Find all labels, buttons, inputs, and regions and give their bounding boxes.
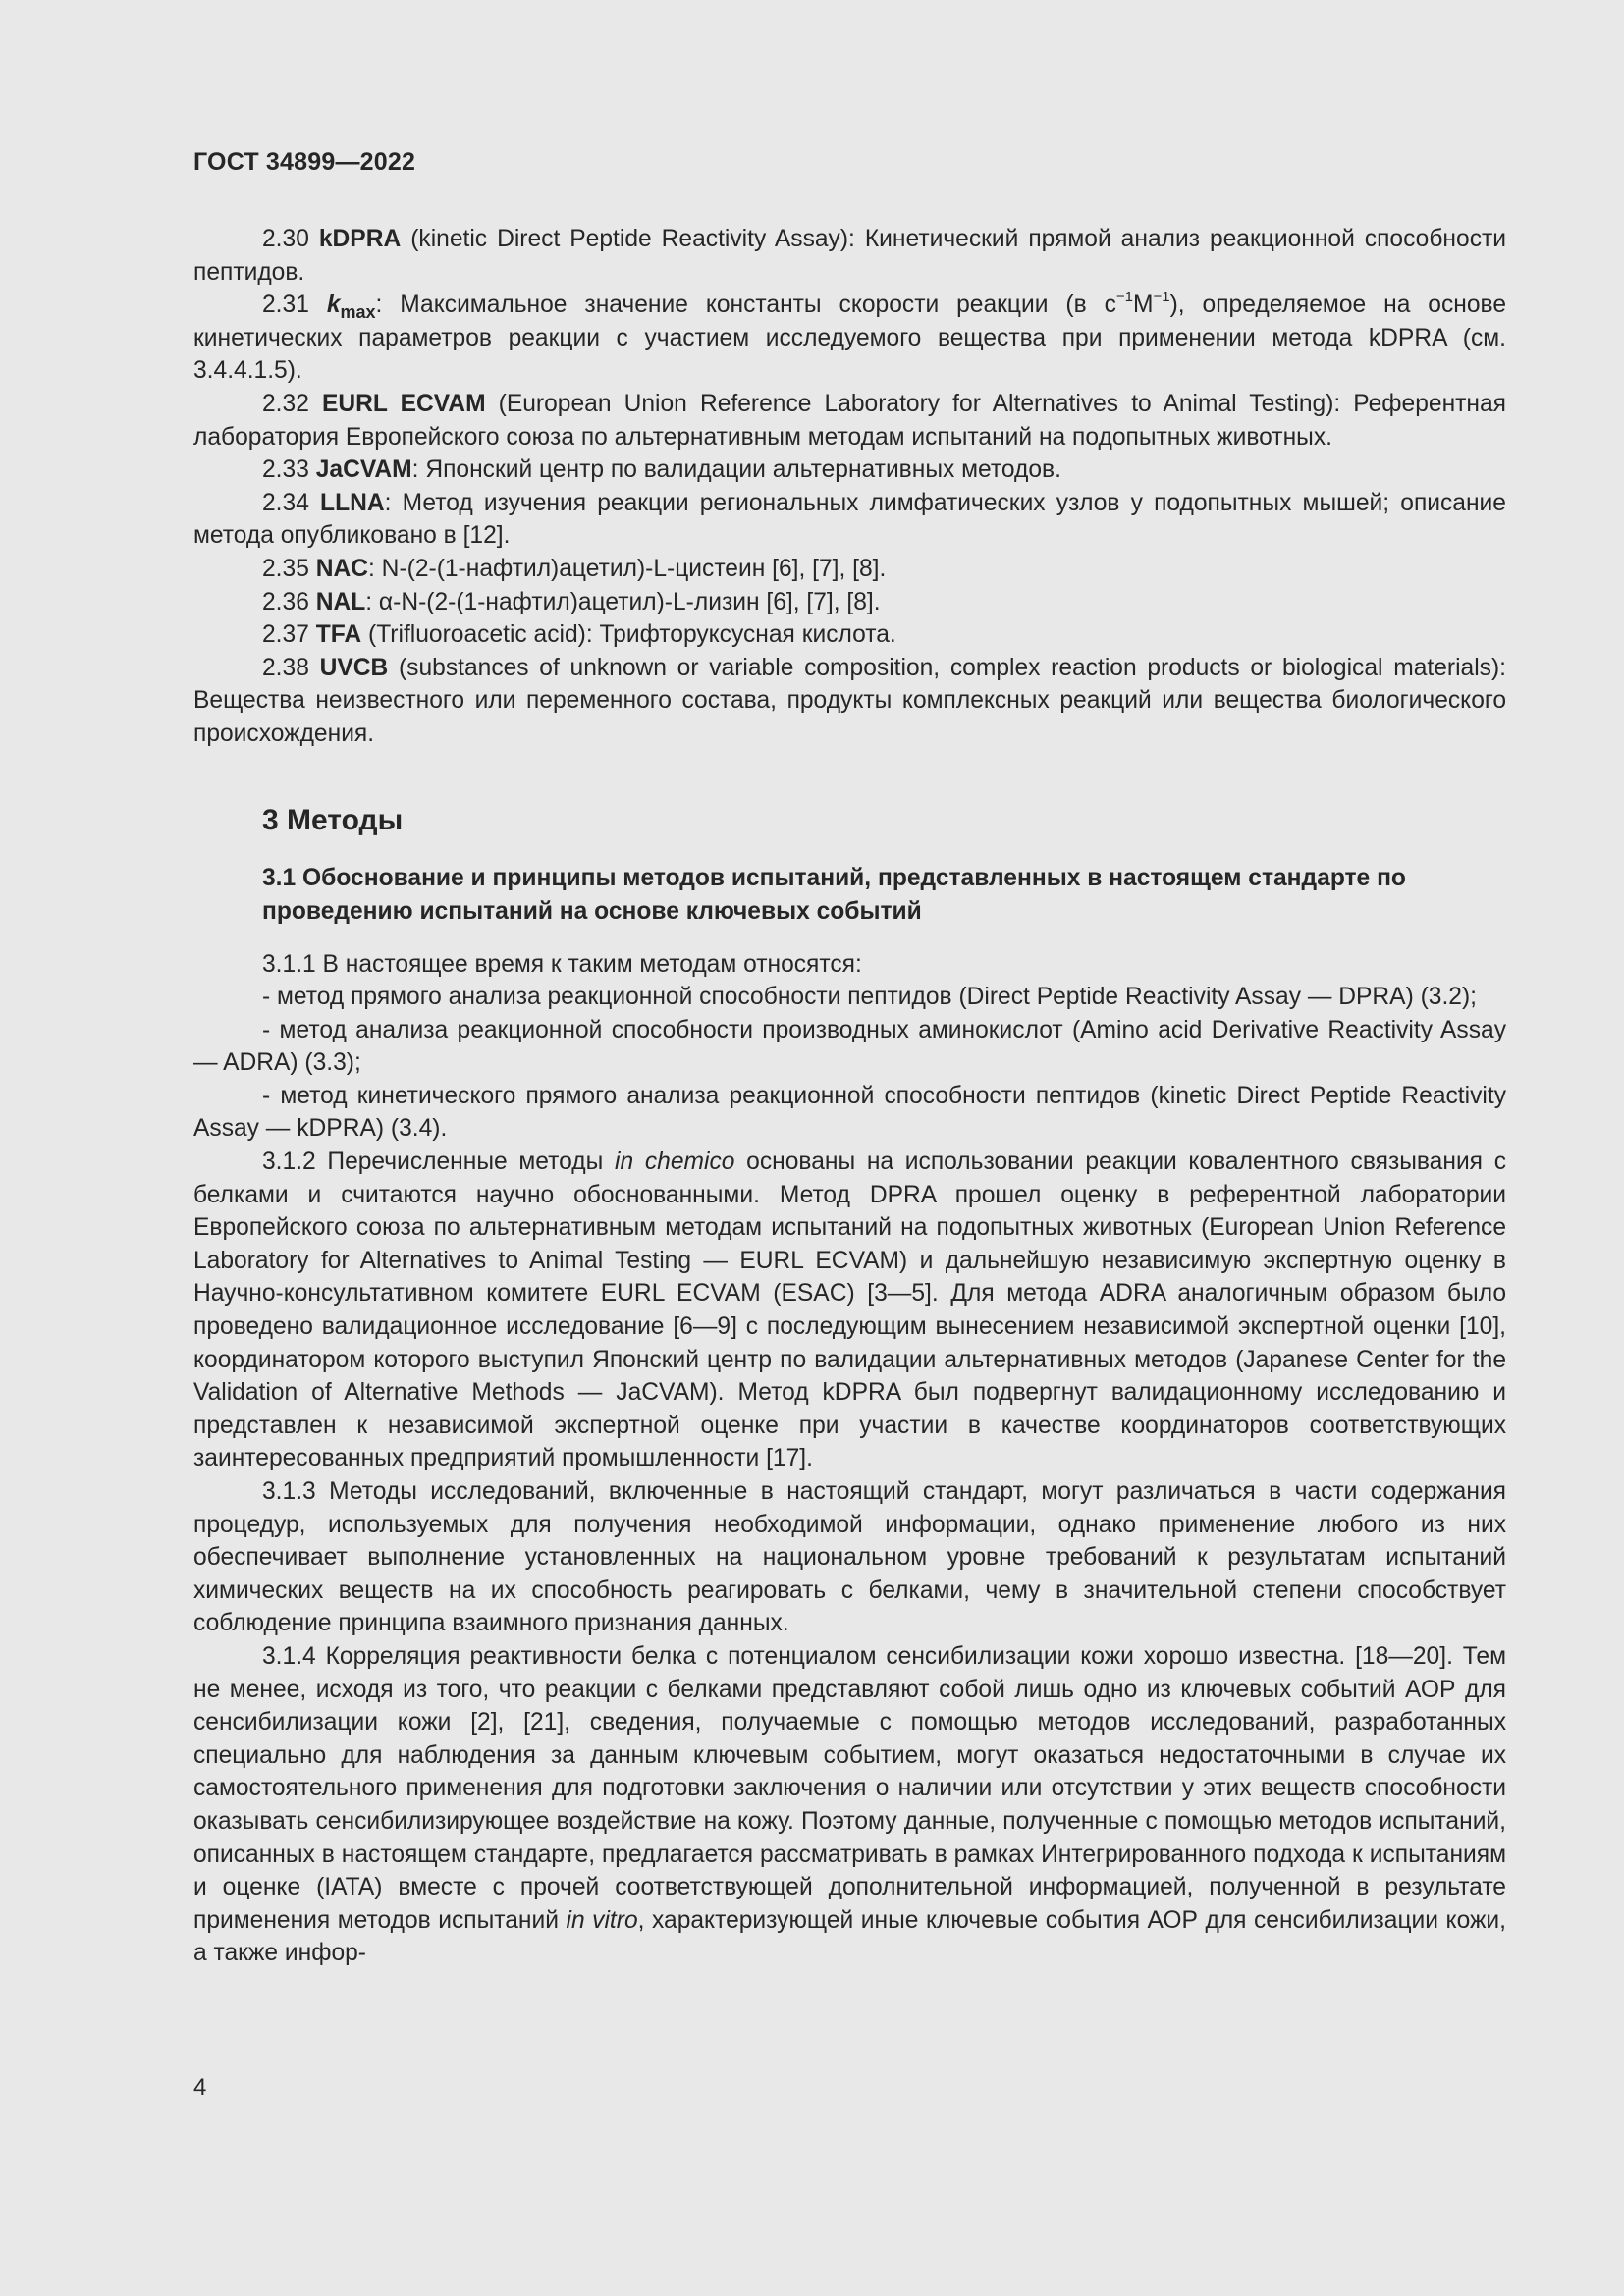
document-header: ГОСТ 34899—2022 (193, 148, 416, 176)
definition-text: (substances of unknown or variable composition, complex reaction products or biological materials): Вещества неизвестного или переменного состава, продукты комплексных реакций или вещества биологического происхождения. (193, 654, 1506, 747)
page-number: 4 (193, 2074, 207, 2101)
definition-text: (kinetic Direct Peptide Reactivity Assay): Кинетический прямой анализ реакционной способности пептидов. (193, 226, 1506, 286)
definition-2-31 (193, 289, 1506, 388)
definition-number: 2.33 (262, 456, 309, 484)
definition-2-37 (193, 618, 1506, 652)
unit-exponent: −1 (1115, 289, 1133, 306)
definition-text: : Метод изучения реакции региональных лимфатических узлов у подопытных мышей; описание метода опубликовано в [12]. (193, 489, 1506, 550)
definition-term: kDPRA (318, 226, 402, 252)
definition-term: TFA (315, 621, 362, 649)
definition-text: (European Union Reference Laboratory for Alternatives to Animal Testing): Референтная лаборатория Европейского союза по альтернативным методам испытаний на подопытных животных. (193, 390, 1506, 451)
list-item: - метод прямого анализа реакционной способности пептидов (Direct Peptide Reactivity Assay — DPRA) (3.2); (262, 984, 1477, 1011)
definition-term: NAL (315, 588, 366, 615)
term-subscript: max (340, 302, 376, 323)
list-item: - метод анализа реакционной способности производных аминокислот (Amino acid Derivative Reactivity Assay — ADRA) (3.3); (193, 1016, 1506, 1077)
definition-term: EURL ECVAM (321, 390, 486, 417)
definition-2-30 (193, 223, 1506, 289)
italic-term: in vitro (566, 1906, 638, 1934)
paragraph-text: основаны на использовании реакции ковалентного связывания с белками и считаются научно обоснованными. Метод DPRA прошел оценку в референтной лаборатории Европейского союза по альтернативным методам испытаний на подопытных животных (European Union Reference Laboratory for Alternatives to Animal Testing — EURL ECVAM) и дальнейшую независимую экспертную оценку в Научно-консультативном комитете EURL ECVAM (ESAC) [3—5]. Для метода ADRA аналогичным образом было проведено валидационное исследование [6—9] с последующим вынесением независимой экспертной оценки [10], координатором которого выступил Японский центр по валидации альтернативных методов (Japanese Center for the Validation of Alternative Methods — JaCVAM). Метод kDPRA был подвергнут валидационному исследованию и представлен к независимой экспертной оценке при участии в качестве координаторов соответствующих заинтересованных предприятий промышленности [17]. (193, 1148, 1506, 1472)
paragraph-text: , характеризующей иные ключевые события АОР для сенсибилизации кожи, а также инфор- (193, 1906, 1506, 1967)
definition-number: 2.36 (262, 588, 309, 615)
definition-text: М (1133, 292, 1154, 319)
paragraph-text: 3.1.4 Корреляция реактивности белка с потенциалом сенсибилизации кожи хорошо известна. [18—20]. Тем не менее, исходя из того, что реакции с белками представляют собой лишь одно из ключевых событий АОР для сенсибилизации кожи [2], [21], сведения, получаемые с помощью методов исследований, разработанных специально для наблюдения за данным ключевым событием, могут оказаться недостаточными в случае их самостоятельного применения для подготовки заключения о наличии или отсутствии у этих веществ способности оказывать сенсибилизирующее воздействие на кожу. Поэтому данные, полученные с помощью методов испытаний, описанных в настоящем стандарте, предлагается рассматривать в рамках Интегрированного подхода к испытаниям и оценке (IATA) вместе с прочей соответствующей дополнительной информацией, полученной в результате применения методов испытаний (193, 1642, 1506, 1934)
definition-number: 2.30 (262, 226, 309, 252)
page-content (193, 223, 1506, 1970)
definition-text: : α-N-(2-(1-нафтил)ацетил)-L-лизин [6], [7], [8]. (365, 588, 881, 615)
paragraph-3-1-1: 3.1.1 В настоящее время к таким методам относятся: (262, 950, 862, 978)
section-3-heading: 3 Методы (262, 803, 404, 836)
definition-number: 2.34 (262, 489, 309, 516)
definition-text: : N-(2-(1-нафтил)ацетил)-L-цистеин [6], [7], [8]. (368, 555, 887, 582)
definition-text: ), определяемое на основе кинетических параметров реакции с участием исследуемого вещества при применении метода kDPRA (см. 3.4.4.1.5). (193, 292, 1507, 385)
paragraph-text: 3.1.2 Перечисленные методы (262, 1148, 616, 1176)
definition-term: k (326, 292, 341, 319)
unit-exponent: −1 (1153, 289, 1170, 306)
paragraph-3-1-2 (193, 1146, 1506, 1475)
list-item: - метод кинетического прямого анализа реакционной способности пептидов (kinetic Direct Peptide Reactivity Assay — kDPRA) (3.4). (193, 1082, 1506, 1143)
definition-2-35 (193, 553, 1506, 586)
definition-2-33 (193, 454, 1506, 487)
definition-term: UVCB (319, 654, 389, 681)
definition-number: 2.37 (262, 621, 309, 649)
definition-text: (Trifluoroacetic acid): Трифторуксусная кислота. (361, 621, 896, 649)
definition-2-36 (193, 586, 1506, 619)
definition-2-38 (193, 652, 1506, 751)
definition-text: : Максимальное значение константы скорости реакции (в с (375, 292, 1116, 319)
italic-term: in chemico (615, 1148, 735, 1176)
definition-2-32 (193, 388, 1506, 454)
definition-number: 2.35 (262, 555, 309, 582)
definition-term: JaCVAM (315, 456, 412, 484)
definition-number: 2.32 (262, 390, 309, 417)
subsection-3-1-heading: 3.1 Обоснование и принципы методов испытаний, представленных в настоящем стандарте по проведению испытаний на основе ключевых событий (262, 864, 1406, 925)
definition-number: 2.31 (262, 292, 309, 319)
definition-2-34 (193, 487, 1506, 553)
definition-text: : Японский центр по валидации альтернативных методов. (411, 456, 1061, 484)
paragraph-3-1-3: 3.1.3 Методы исследований, включенные в настоящий стандарт, могут различаться в части содержания процедур, используемых для получения необходимой информации, однако применение любого из них обеспечивает выполнение установленных на национальном уровне требований к результатам испытаний химических веществ на их способность реагировать с белками, чему в значительной степени способствует соблюдение принципа взаимного признания данных. (193, 1478, 1506, 1637)
paragraph-3-1-4 (193, 1640, 1506, 1970)
definition-number: 2.38 (262, 654, 309, 681)
definition-term: LLNA (320, 489, 385, 516)
definition-term: NAC (315, 555, 369, 582)
